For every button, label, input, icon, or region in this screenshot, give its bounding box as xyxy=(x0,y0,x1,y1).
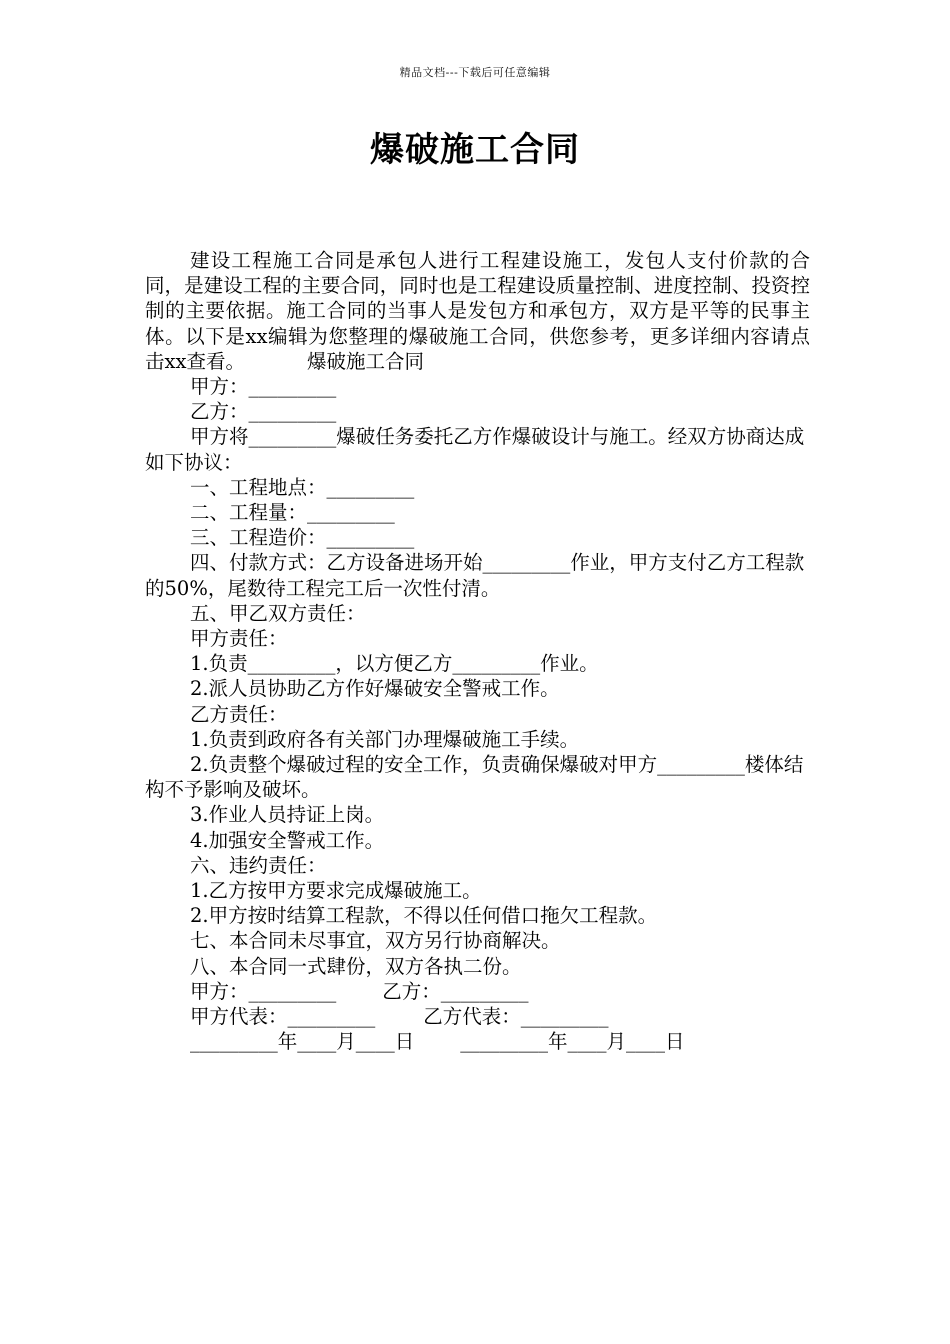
party-a-responsibility-1: 1.负责_________，以方便乙方_________作业。 xyxy=(190,652,599,676)
signature-representatives-row xyxy=(145,1004,810,1029)
item-5-responsibilities: 五、甲乙双方责任： xyxy=(190,601,366,625)
signature-dates-row xyxy=(145,1029,810,1054)
item-4-payment: 四、付款方式：乙方设备进场开始_________作业，甲方支付乙方工程款的50%，尾数待工程完工后一次性付清。 xyxy=(145,551,805,600)
representative-party-b: 乙方代表：_________ xyxy=(423,1005,609,1029)
item-6-breach: 六、违约责任： xyxy=(190,853,327,877)
item-2-quantity: 二、工程量：_________ xyxy=(190,501,395,525)
signature-parties-row xyxy=(145,979,810,1004)
representative-party-a: 甲方代表：_________ xyxy=(190,1005,376,1029)
intro-paragraph xyxy=(145,248,810,374)
party-a-responsibility-heading: 甲方责任： xyxy=(190,627,288,651)
breach-clause-1: 1.乙方按甲方要求完成爆破施工。 xyxy=(190,879,482,903)
party-a-line: 甲方：_________ xyxy=(190,375,337,399)
date-party-b: _________年____月____日 xyxy=(460,1030,685,1054)
document-title: 爆破施工合同 xyxy=(370,130,580,170)
party-b-line: 乙方：_________ xyxy=(190,400,337,424)
intro-text: 建设工程施工合同是承包人进行工程建设施工，发包人支付价款的合同，是建设工程的主要合同，同时也是工程建设质量控制、进度控制、投资控制的主要依据。施工合同的当事人是发包方和承包方，双方是平等的民事主体。以下是xx编辑为您整理的爆破施工合同，供您参考，更多详细内容请点击xx查看。 xyxy=(145,249,810,373)
item-7-other-matters: 七、本合同未尽事宜，双方另行协商解决。 xyxy=(190,929,561,953)
date-party-a: _________年____月____日 xyxy=(190,1030,415,1054)
page-header: 精品文档---下载后可任意编辑 xyxy=(399,66,551,79)
item-1-location: 一、工程地点：_________ xyxy=(190,475,415,499)
item-3-cost: 三、工程造价：_________ xyxy=(190,526,415,550)
breach-clause-2: 2.甲方按时结算工程款，不得以任何借口拖欠工程款。 xyxy=(190,904,658,928)
signature-party-a: 甲方：_________ xyxy=(190,979,337,1003)
party-a-responsibility-2: 2.派人员协助乙方作好爆破安全警戒工作。 xyxy=(190,677,560,701)
contract-body xyxy=(145,248,810,1055)
party-b-responsibility-3: 3.作业人员持证上岗。 xyxy=(190,803,385,827)
party-b-responsibility-heading: 乙方责任： xyxy=(190,702,288,726)
party-b-responsibility-4: 4.加强安全警戒工作。 xyxy=(190,828,385,852)
item-8-copies: 八、本合同一式肆份，双方各执二份。 xyxy=(190,954,522,978)
party-b-responsibility-2: 2.负责整个爆破过程的安全工作，负责确保爆破对甲方_________楼体结构不予影响及破坏。 xyxy=(145,753,804,802)
signature-party-b: 乙方：_________ xyxy=(382,979,529,1003)
entrust-paragraph: 甲方将_________爆破任务委托乙方作爆破设计与施工。经双方协商达成如下协议： xyxy=(145,425,805,474)
intro-tail: 爆破施工合同 xyxy=(307,349,425,373)
party-b-responsibility-1: 1.负责到政府各有关部门办理爆破施工手续。 xyxy=(190,727,580,751)
